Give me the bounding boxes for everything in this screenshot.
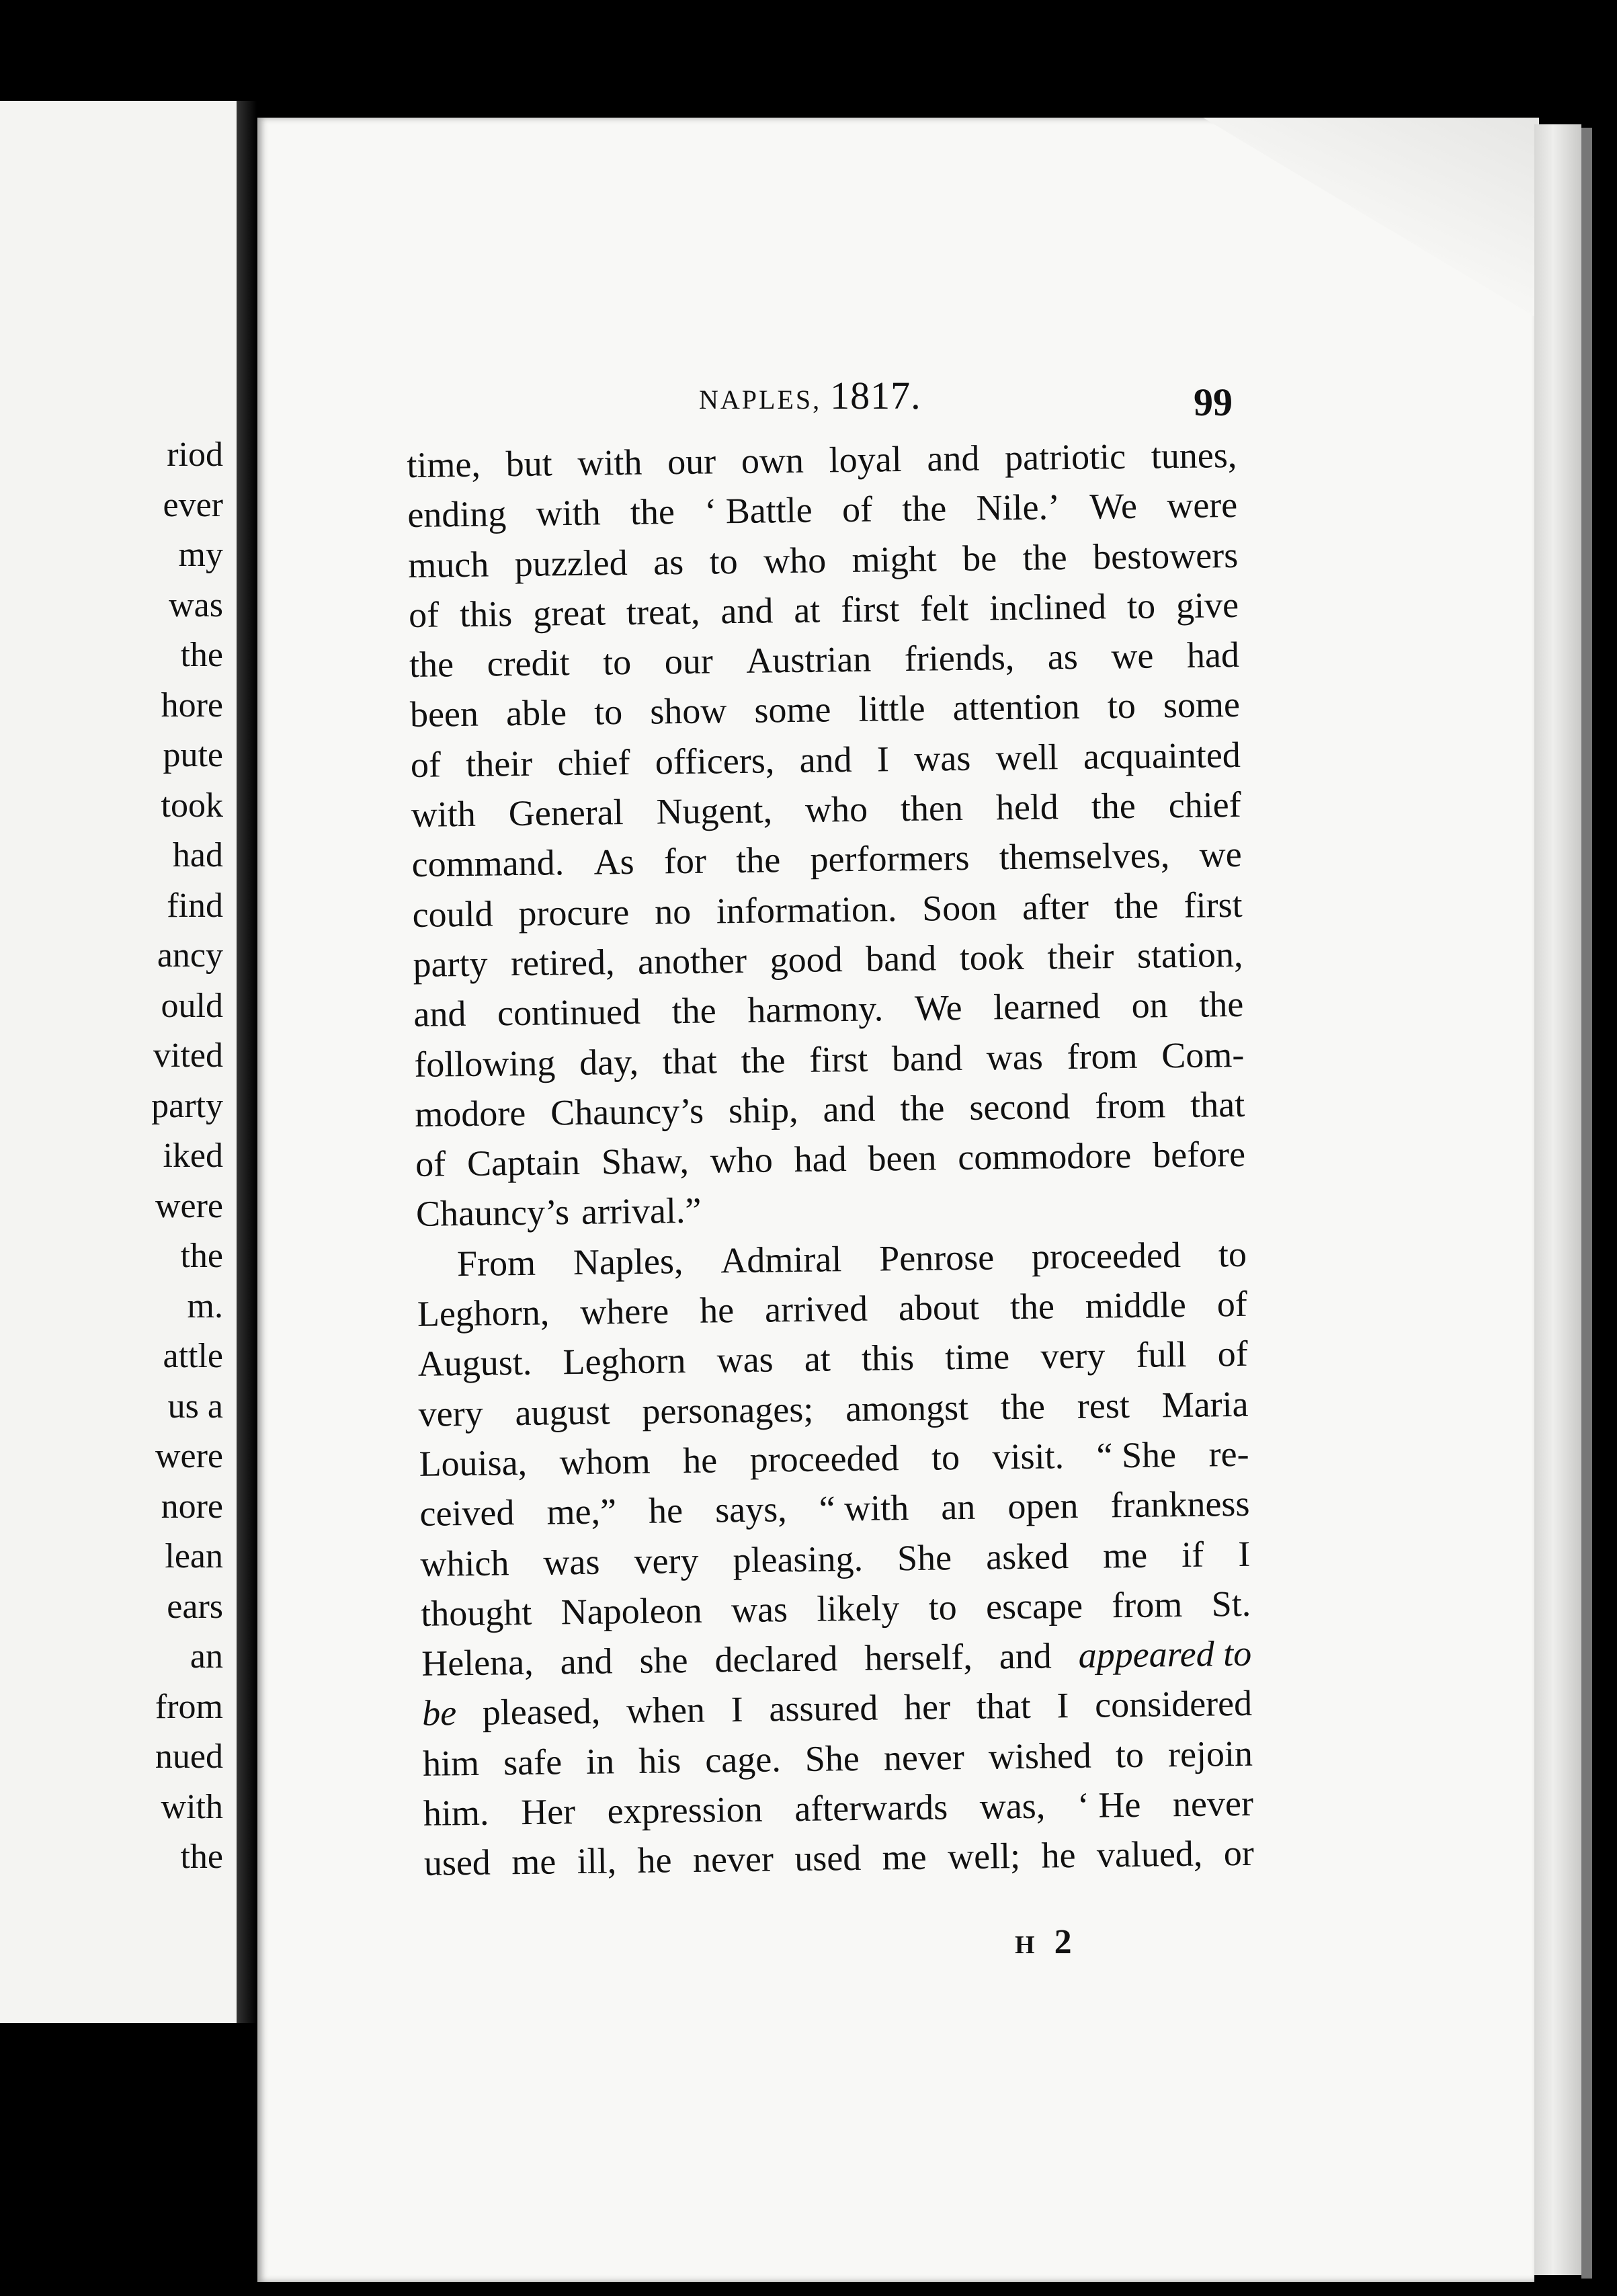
word: tunes,: [1151, 434, 1237, 477]
left-page-fragment: party: [151, 1086, 223, 1125]
word: I: [1237, 1533, 1251, 1574]
left-page-fragment: m.: [187, 1286, 223, 1325]
word: we: [1199, 834, 1242, 876]
word: very: [1040, 1335, 1106, 1377]
word: to: [931, 1436, 960, 1478]
word: patriotic: [1004, 436, 1126, 479]
word: first: [840, 588, 900, 630]
word: retired,: [510, 942, 615, 984]
word: much: [407, 544, 489, 585]
word: officers,: [655, 740, 775, 782]
running-head-title: NAPLES,: [699, 384, 822, 415]
word: great: [532, 592, 606, 634]
word: his: [638, 1739, 681, 1781]
word: to: [1115, 1734, 1145, 1775]
word: after: [1022, 886, 1089, 928]
word: of: [841, 489, 873, 530]
word: second: [969, 1085, 1071, 1128]
word: day,: [579, 1041, 639, 1083]
word: thought: [420, 1592, 532, 1634]
word: Chauncy’s: [415, 1192, 570, 1235]
word: or: [1223, 1833, 1255, 1874]
word: him.: [423, 1792, 489, 1834]
word: time,: [407, 444, 481, 485]
word: were: [1166, 485, 1238, 526]
word: harmony.: [747, 988, 884, 1031]
word: afterwards: [794, 1787, 948, 1830]
word: and: [720, 590, 774, 632]
word: station,: [1136, 934, 1243, 976]
left-page-fragment: from: [155, 1687, 223, 1726]
word: ill,: [577, 1840, 617, 1882]
word: and: [799, 739, 852, 780]
word: that: [976, 1686, 1032, 1727]
word: declared: [714, 1638, 838, 1680]
word: the: [1114, 885, 1159, 926]
text-line: [415, 1129, 1246, 1189]
word: themselves,: [999, 835, 1170, 878]
word: that: [1190, 1083, 1245, 1125]
word: to: [709, 540, 739, 582]
word: continued: [497, 991, 641, 1034]
word: From: [456, 1242, 536, 1284]
word: open: [1007, 1485, 1079, 1527]
word: rest: [1077, 1385, 1130, 1426]
word: used: [794, 1838, 862, 1879]
word: of: [410, 744, 442, 785]
word: very: [418, 1393, 484, 1434]
word: inclined: [989, 586, 1107, 628]
word: I: [876, 739, 890, 780]
word: never: [692, 1838, 774, 1881]
word: Soon: [921, 887, 997, 929]
word: the: [1198, 984, 1244, 1025]
word: herself,: [864, 1636, 973, 1678]
left-page-fragment: were: [155, 1437, 223, 1475]
word: our: [664, 641, 714, 682]
word: before: [1152, 1133, 1246, 1176]
left-page-fragment: was: [169, 585, 223, 624]
word: Chauncy’s: [550, 1090, 704, 1133]
word: commodore: [957, 1135, 1132, 1178]
word: the: [409, 644, 454, 686]
word: our: [667, 441, 716, 483]
word: he: [1041, 1835, 1076, 1876]
word: to: [928, 1586, 958, 1628]
word: little: [858, 688, 925, 730]
word: been: [868, 1137, 937, 1179]
word: as: [653, 541, 684, 583]
word: cage.: [704, 1739, 782, 1780]
word: escape: [985, 1585, 1083, 1627]
word: credit: [487, 643, 570, 684]
word: the: [1022, 536, 1068, 578]
word: following: [413, 1042, 556, 1085]
word: proceeded: [1031, 1234, 1181, 1277]
left-page-fragment: lean: [165, 1537, 223, 1575]
word: Louisa,: [419, 1442, 528, 1484]
word: show: [649, 690, 727, 733]
word: band: [865, 938, 937, 979]
word: She: [897, 1536, 952, 1578]
word: whom: [559, 1440, 651, 1483]
word: that: [662, 1040, 718, 1081]
word: the: [630, 491, 675, 533]
left-page-fragment: my: [178, 536, 223, 574]
word: the: [735, 839, 781, 881]
word: ceived: [419, 1492, 515, 1534]
signature-mark: [1015, 1922, 1077, 1962]
word: about: [898, 1286, 980, 1329]
word: Captain: [466, 1142, 581, 1184]
page-edge: [1534, 124, 1581, 2275]
word: he: [682, 1440, 718, 1481]
left-page-fragment: hore: [161, 686, 223, 725]
word: to: [1218, 1233, 1247, 1275]
word: proceeded: [749, 1438, 899, 1480]
word: As: [593, 842, 634, 883]
left-page-fragment: ever: [163, 485, 223, 524]
left-page-fragment: were: [155, 1186, 223, 1225]
word: We: [914, 987, 962, 1029]
left-page-fragment: had: [172, 836, 223, 874]
word: Nugent,: [656, 790, 773, 832]
word: Shaw,: [601, 1141, 690, 1182]
word: valued,: [1096, 1834, 1203, 1875]
word: the: [1009, 1286, 1055, 1327]
word: party: [413, 943, 488, 985]
word: We: [1089, 486, 1138, 527]
word: considered: [1094, 1683, 1253, 1726]
word: of: [415, 1143, 446, 1185]
word: was: [716, 1339, 774, 1381]
word: chief: [557, 741, 630, 784]
word: to: [1107, 686, 1136, 727]
word: “ She: [1096, 1434, 1177, 1476]
word: their: [1047, 936, 1114, 977]
word: give: [1175, 584, 1239, 626]
word: for: [663, 840, 707, 882]
word: performers: [810, 837, 970, 880]
word: the: [900, 1088, 945, 1129]
word: had: [794, 1139, 847, 1180]
word: loyal: [829, 439, 902, 481]
left-page-fragment: the: [180, 636, 223, 674]
word: able: [505, 692, 567, 734]
left-page-fragment: with: [161, 1787, 223, 1826]
word: Her: [520, 1791, 576, 1833]
word: attention: [952, 686, 1080, 729]
left-page-fragment: took: [161, 786, 223, 825]
word: puzzled: [514, 542, 628, 584]
word: Leghorn,: [417, 1292, 550, 1334]
word: another: [637, 940, 747, 982]
word: felt: [919, 587, 969, 629]
word: be: [421, 1692, 457, 1734]
word: who: [804, 788, 868, 830]
page-number: 99: [1194, 380, 1233, 424]
word: friends,: [904, 637, 1015, 680]
word: august: [515, 1391, 610, 1433]
word: and: [560, 1641, 613, 1682]
word: ‘ He: [1077, 1784, 1141, 1826]
word: he: [699, 1290, 735, 1331]
word: ship,: [728, 1089, 798, 1131]
word: she: [639, 1640, 688, 1682]
word: who: [710, 1139, 774, 1181]
word: Austrian: [745, 639, 872, 682]
word: expression: [607, 1789, 763, 1832]
word: and: [927, 438, 980, 479]
word: personages;: [641, 1389, 814, 1432]
body-text: [407, 430, 1254, 1889]
word: ending: [407, 493, 507, 536]
signature-letter: H: [1015, 1931, 1040, 1959]
word: arrival.”: [581, 1190, 702, 1233]
word: acquainted: [1083, 734, 1241, 777]
word: Maria: [1161, 1383, 1249, 1426]
word: was: [543, 1541, 600, 1583]
word: from: [1067, 1035, 1138, 1077]
word: on: [1131, 985, 1169, 1026]
word: to: [593, 692, 623, 733]
word: pleasing.: [733, 1538, 864, 1580]
word: wished: [988, 1735, 1092, 1777]
word: this: [459, 593, 513, 634]
word: to: [1126, 585, 1156, 626]
word: where: [579, 1290, 669, 1332]
left-page-fragment: pute: [163, 736, 223, 774]
word: was: [731, 1589, 788, 1631]
word: Napoleon: [561, 1590, 702, 1633]
word: with: [411, 793, 476, 835]
word: She: [804, 1737, 860, 1779]
word: and: [999, 1635, 1052, 1677]
word: their: [465, 743, 533, 784]
word: from: [1111, 1584, 1183, 1626]
word: full: [1136, 1334, 1187, 1376]
word: pleased,: [482, 1691, 601, 1733]
word: I: [1056, 1685, 1069, 1726]
left-page-fragment: nued: [155, 1737, 223, 1776]
word: in: [585, 1741, 615, 1782]
left-page-fragment: find: [167, 886, 223, 925]
word: me: [1102, 1534, 1148, 1575]
word: visit.: [992, 1436, 1065, 1477]
text-line: [423, 1828, 1254, 1888]
word: this: [861, 1338, 915, 1379]
word: the: [1091, 785, 1136, 827]
word: modore: [414, 1092, 526, 1135]
word: held: [995, 786, 1059, 828]
word: likely: [816, 1588, 900, 1629]
word: had: [1186, 634, 1240, 676]
word: very: [634, 1540, 699, 1582]
left-page-fragment: ould: [161, 986, 223, 1025]
word: the: [741, 1039, 786, 1081]
word: when: [626, 1690, 706, 1731]
word: Admiral: [720, 1238, 842, 1281]
word: as: [1047, 637, 1079, 678]
word: at: [804, 1338, 831, 1380]
word: no: [654, 891, 692, 932]
word: first: [1184, 884, 1243, 926]
left-page: [0, 101, 242, 2023]
signature-number: 2: [1054, 1923, 1077, 1961]
word: well: [995, 736, 1059, 778]
word: procure: [518, 891, 630, 934]
left-page-fragment: ancy: [157, 936, 223, 975]
word: information.: [716, 888, 897, 932]
word: with: [577, 442, 642, 483]
text-line: [412, 880, 1243, 940]
word: was: [913, 737, 971, 779]
word: who: [763, 539, 827, 581]
word: the: [671, 990, 716, 1032]
word: good: [770, 939, 843, 981]
word: he: [637, 1840, 672, 1881]
word: says,: [714, 1489, 787, 1530]
word: been: [409, 694, 479, 735]
word: well;: [947, 1836, 1021, 1877]
word: appeared to: [1078, 1633, 1252, 1676]
word: middle: [1085, 1284, 1187, 1326]
word: be: [962, 537, 997, 579]
word: I: [731, 1689, 744, 1730]
word: was,: [979, 1785, 1046, 1827]
word: used: [423, 1842, 491, 1884]
word: and: [413, 993, 466, 1035]
word: some: [754, 689, 831, 731]
word: treat,: [626, 591, 700, 632]
word: frankness: [1110, 1483, 1250, 1526]
left-page-fragment: us a: [167, 1387, 223, 1426]
word: we: [1111, 635, 1154, 677]
word: could: [412, 893, 493, 935]
word: arrived: [764, 1288, 868, 1330]
word: me: [882, 1837, 927, 1878]
word: bestowers: [1092, 534, 1239, 577]
word: Naples,: [573, 1240, 683, 1282]
word: then: [900, 788, 964, 829]
word: to: [602, 642, 632, 683]
text-line: [408, 530, 1239, 589]
word: re-: [1208, 1433, 1249, 1475]
left-page-fragment: ears: [167, 1587, 223, 1626]
word: safe: [503, 1741, 563, 1783]
word: with: [536, 492, 602, 534]
word: Com-: [1161, 1034, 1245, 1075]
left-page-fragment: attle: [163, 1337, 223, 1375]
word: was: [986, 1036, 1044, 1078]
word: an: [940, 1487, 976, 1528]
word: if: [1181, 1534, 1204, 1575]
word: never: [883, 1736, 965, 1778]
word: asked: [985, 1535, 1069, 1577]
word: command.: [411, 842, 565, 885]
text-line: [417, 1279, 1247, 1339]
word: at: [793, 589, 821, 630]
word: him: [422, 1742, 480, 1784]
word: Nile.’: [976, 487, 1061, 528]
word: might: [852, 538, 938, 580]
word: learned: [993, 985, 1101, 1028]
left-page-fragment: the: [180, 1237, 223, 1275]
word: Penrose: [878, 1237, 995, 1279]
word: took: [959, 936, 1025, 978]
word: Leghorn: [563, 1340, 686, 1383]
word: never: [1172, 1782, 1254, 1825]
word: assured: [769, 1687, 878, 1729]
word: me,”: [546, 1491, 617, 1532]
word: band: [891, 1037, 963, 1079]
word: time: [944, 1336, 1010, 1378]
word: some: [1163, 684, 1241, 726]
word: amongst: [845, 1387, 969, 1429]
running-head-year: 1817.: [830, 374, 921, 417]
word: St.: [1211, 1583, 1251, 1625]
word: General: [508, 792, 624, 834]
word: first: [809, 1038, 868, 1080]
word: her: [903, 1686, 951, 1728]
word: Helena,: [421, 1641, 534, 1684]
word: but: [505, 443, 553, 485]
word: “ with: [819, 1487, 909, 1529]
left-page-text: [151, 430, 223, 1883]
word: own: [741, 440, 804, 481]
word: rejoin: [1167, 1733, 1253, 1775]
word: of: [408, 594, 440, 635]
left-page-fragment: riod: [167, 436, 223, 474]
running-head: [699, 373, 921, 418]
word: and: [823, 1088, 876, 1130]
word: the: [901, 488, 947, 530]
page-edge-shadow: [1581, 128, 1592, 2279]
word: of: [1216, 1283, 1248, 1325]
left-page-fragment: iked: [163, 1137, 223, 1175]
word: ‘ Battle: [704, 489, 813, 532]
left-page-fragment: vited: [153, 1036, 223, 1075]
left-page-fragment: nore: [161, 1487, 223, 1526]
word: which: [420, 1542, 509, 1584]
left-page-fragment: the: [180, 1838, 223, 1876]
word: of: [1217, 1334, 1249, 1375]
left-page-fragment: an: [190, 1637, 223, 1676]
gutter: [237, 101, 257, 2023]
word: chief: [1168, 784, 1242, 826]
word: he: [648, 1490, 683, 1531]
word: August.: [417, 1342, 532, 1385]
word: me: [511, 1841, 556, 1883]
word: from: [1094, 1085, 1166, 1126]
word: the: [1000, 1386, 1046, 1427]
